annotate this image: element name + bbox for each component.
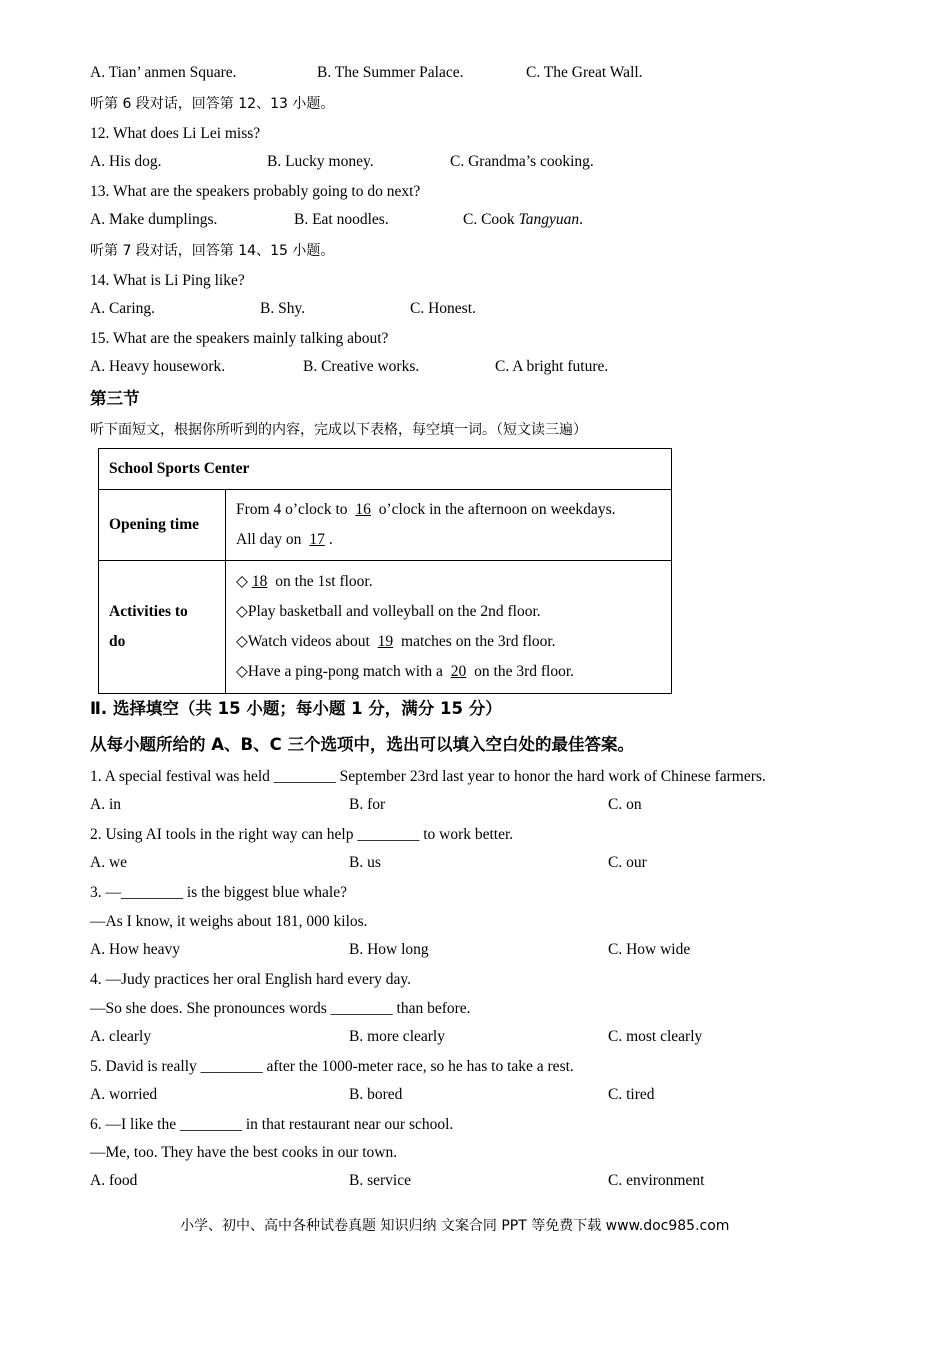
q13-option-c: C. Cook Tangyuan. — [463, 211, 584, 228]
q15-option-a: A. Heavy housework. — [90, 358, 226, 375]
mc3-answer-line: —As I know, it weighs about 181, 000 kilos. — [90, 913, 368, 930]
dialog6-instruction: 听第 6 段对话，回答第 12、13 小题。 — [90, 96, 335, 112]
mc3-question: 3. —________ is the biggest blue whale? — [90, 884, 347, 901]
part2-instruction: 从每小题所给的 A、B、C 三个选项中，选出可以填入空白处的最佳答案。 — [90, 735, 634, 754]
activity-item: ◇ 18 on the 1st floor. — [236, 567, 661, 597]
mc1-option-a: A. in — [90, 796, 121, 813]
table-header-row — [99, 449, 672, 490]
mc5-option-a: A. worried — [90, 1086, 158, 1103]
mc3-option-b: B. How long — [349, 941, 429, 958]
mc2-option-a: A. we — [90, 854, 128, 871]
activity-item: ◇Play basketball and volleyball on the 2nd floor. — [236, 603, 541, 620]
blank-17: 17 — [309, 531, 325, 548]
blank-16: 16 — [355, 501, 371, 518]
mc5-option-c: C. tired — [608, 1086, 655, 1103]
q14-option-a: A. Caring. — [90, 300, 156, 317]
mc5-option-b: B. bored — [349, 1086, 403, 1103]
opening-time-label: Opening time — [99, 490, 226, 561]
q15-option-b: B. Creative works. — [303, 358, 420, 375]
mc4-option-a: A. clearly — [90, 1028, 152, 1045]
table-title: School Sports Center — [99, 449, 672, 490]
dialog7-instruction: 听第 7 段对话，回答第 14、15 小题。 — [90, 243, 335, 259]
mc1-question: 1. A special festival was held ________ September 23rd last year to honor the hard work of Chinese farmers. — [90, 768, 766, 785]
mc6-option-b: B. service — [349, 1172, 411, 1189]
mc2-option-b: B. us — [349, 854, 381, 871]
blank-18: 18 — [251, 573, 268, 590]
activities-label: Activities to do — [99, 561, 226, 694]
q12-question: 12. What does Li Lei miss? — [90, 125, 261, 142]
mc3-option-c: C. How wide — [608, 941, 691, 958]
mc6-option-a: A. food — [90, 1172, 138, 1189]
mc4-option-b: B. more clearly — [349, 1028, 445, 1045]
q13-option-a: A. Make dumplings. — [90, 211, 218, 228]
q11-option-b: B. The Summer Palace. — [317, 64, 464, 81]
sports-center-table — [98, 448, 672, 694]
table-row — [99, 490, 672, 561]
opening-time-cell: From 4 o’clock to 16 o’clock in the afternoon on weekdays. All day on 17 . — [226, 490, 672, 561]
mc4-option-c: C. most clearly — [608, 1028, 703, 1045]
q15-question: 15. What are the speakers mainly talking about? — [90, 330, 389, 347]
mc3-option-a: A. How heavy — [90, 941, 180, 958]
mc5-question: 5. David is really ________ after the 1000-meter race, so he has to take a rest. — [90, 1058, 574, 1075]
activity-item: ◇Have a ping-pong match with a 20 on the 3rd floor. — [236, 657, 661, 687]
q15-option-c: C. A bright future. — [495, 358, 609, 375]
mc4-answer-line: —So she does. She pronounces words ________ than before. — [90, 1000, 471, 1017]
q14-option-c: C. Honest. — [410, 300, 476, 317]
q12-option-b: B. Lucky money. — [267, 153, 374, 170]
blank-19: 19 — [377, 633, 394, 650]
mc2-question: 2. Using AI tools in the right way can help ________ to work better. — [90, 826, 514, 843]
activity-item: ◇Watch videos about 19 matches on the 3rd floor. — [236, 627, 661, 657]
q14-question: 14. What is Li Ping like? — [90, 272, 245, 289]
mc1-option-b: B. for — [349, 796, 386, 813]
section3-instruction: 听下面短文，根据你所听到的内容，完成以下表格，每空填一词。（短文读三遍） — [90, 422, 587, 438]
mc2-option-c: C. our — [608, 854, 647, 871]
activities-cell — [226, 561, 672, 694]
blank-20: 20 — [450, 663, 467, 680]
mc6-answer-line: —Me, too. They have the best cooks in our town. — [90, 1144, 398, 1161]
q12-option-a: A. His dog. — [90, 153, 162, 170]
footer-text: 小学、初中、高中各种试卷真题 知识归纳 文案合同 PPT 等免费下载 www.doc985.com — [180, 1218, 730, 1234]
section3-title: 第三节 — [90, 389, 140, 408]
part2-heading: Ⅱ. 选择填空（共 15 小题；每小题 1 分，满分 15 分） — [90, 699, 502, 718]
mc6-option-c: C. environment — [608, 1172, 705, 1189]
q14-option-b: B. Shy. — [260, 300, 306, 317]
q12-option-c: C. Grandma’s cooking. — [450, 153, 594, 170]
mc6-question: 6. —I like the ________ in that restaurant near our school. — [90, 1116, 454, 1133]
mc1-option-c: C. on — [608, 796, 642, 813]
table-row — [99, 561, 672, 694]
q11-option-a: A. Tian’ anmen Square. — [90, 64, 237, 81]
q13-option-b: B. Eat noodles. — [294, 211, 389, 228]
q13-question: 13. What are the speakers probably going to do next? — [90, 183, 421, 200]
q11-option-c: C. The Great Wall. — [526, 64, 643, 81]
mc4-question: 4. —Judy practices her oral English hard every day. — [90, 971, 411, 988]
